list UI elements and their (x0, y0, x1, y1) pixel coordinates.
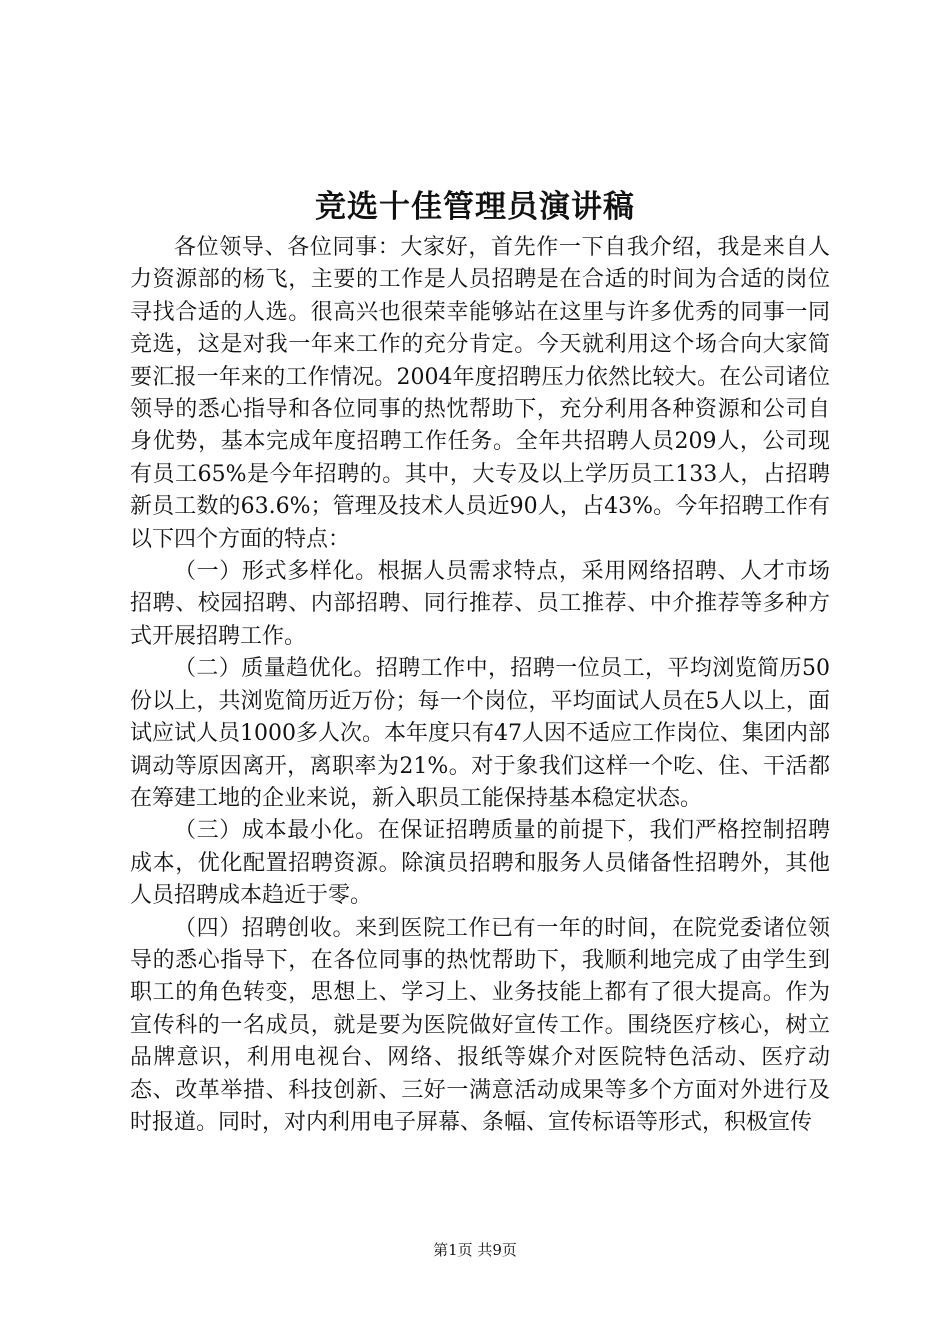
document-title: 竞选十佳管理员演讲稿 (315, 189, 635, 225)
paragraph-point-3: （三）成本最小化。在保证招聘质量的前提下，我们严格控制招聘成本，优化配置招聘资源。除演员招聘和服务人员储备性招聘外，其他人员招聘成本趋近于零。 (130, 818, 830, 909)
page-footer: 第1页 共9页 (433, 1241, 517, 1259)
paragraph-point-4: （四）招聘创收。来到医院工作已有一年的时间，在院党委诸位领导的悉心指导下，在各位同事的热忱帮助下，我顺利地完成了由学生到职工的角色转变，思想上、学习上、业务技能上都有了很大提高。作为宣传科的一名成员，就是要为医院做好宣传工作。围绕医疗核心，树立品牌意识，利用电视台、网络、报纸等媒介对医院特色活动、医疗动态、改革举措、科技创新、三好一满意活动成果等多个方面对外进行及时报道。同时，对内利用电子屏幕、条幅、宣传标语等形式，积极宣传 (130, 915, 830, 1135)
paragraph-intro: 各位领导、各位同事：大家好，首先作一下自我介绍，我是来自人力资源部的杨飞，主要的工作是人员招聘是在合适的时间为合适的岗位寻找合适的人选。很高兴也很荣幸能够站在这里与许多优秀的同事一同竞选，这是对我一年来工作的充分肯定。今天就利用这个场合向大家简要汇报一年来的工作情况。2004年度招聘压力依然比较大。在公司诸位领导的悉心指导和各位同事的热忱帮助下，充分利用各种资源和公司自身优势，基本完成年度招聘工作任务。全年共招聘人员209人，公司现有员工65%是今年招聘的。其中，大专及以上学历员工133人，占招聘新员工数的63.6%；管理及技术人员近90人，占43%。今年招聘工作有以下四个方面的特点： (130, 235, 830, 552)
paragraph-point-1: （一）形式多样化。根据人员需求特点，采用网络招聘、人才市场招聘、校园招聘、内部招聘、同行推荐、员工推荐、中介推荐等多种方式开展招聘工作。 (130, 559, 830, 649)
document-body (130, 232, 830, 1139)
paragraph-point-2: （二）质量趋优化。招聘工作中，招聘一位员工，平均浏览简历50份以上，共浏览简历近万份；每一个岗位，平均面试人员在5人以上，面试应试人员1000多人次。本年度只有47人因不适应工作岗位、集团内部调动等原因离开，离职率为21%。对于象我们这样一个吃、住、干活都在筹建工地的企业来说，新入职员工能保持基本稳定状态。 (130, 656, 830, 811)
